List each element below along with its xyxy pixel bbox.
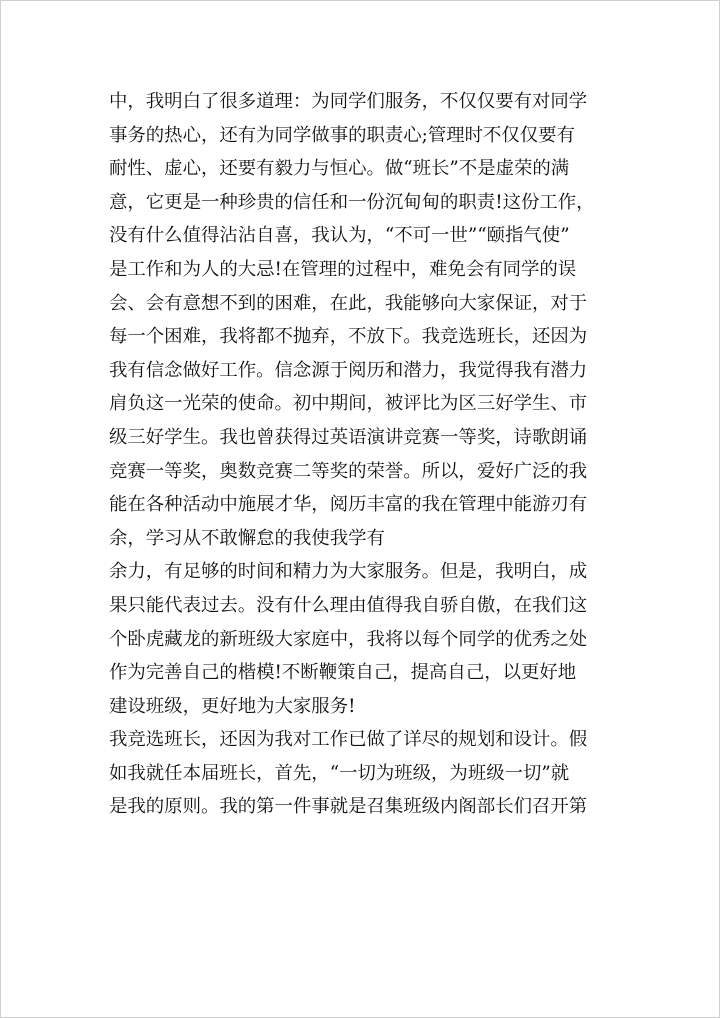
text-line: 能在各种活动中施展才华，阅历丰富的我在管理中能游刃有 [109, 494, 588, 516]
text-line: 是我的原则。我的第一件事就是召集班级内阁部长们召开第 [109, 796, 588, 818]
text-line: 事务的热心，还有为同学做事的职责心;管理时不仅仅要有 [109, 124, 575, 146]
text-line: 我有信念做好工作。信念源于阅历和潜力，我觉得我有潜力 [109, 359, 588, 381]
text-line: 建设班级，更好地为大家服务! [109, 695, 356, 717]
text-line: 我竞选班长，还因为我对工作已做了详尽的规划和设计。假 [109, 729, 588, 751]
text-line: 肩负这一光荣的使命。初中期间，被评比为区三好学生、市 [109, 393, 588, 415]
text-line: 余力，有足够的时间和精力为大家服务。但是，我明白，成 [109, 561, 588, 583]
text-line: 如我就任本届班长，首先，“一切为班级，为班级一切”就 [109, 762, 570, 784]
text-line: 中，我明白了很多道理：为同学们服务，不仅仅要有对同学 [109, 91, 588, 112]
text-line: 作为完善自己的楷模!不断鞭策自己，提高自己，以更好地 [109, 662, 577, 684]
text-line: 果只能代表过去。没有什么理由值得我自骄自傲，在我们这 [109, 594, 588, 616]
text-line: 每一个困难，我将都不抛弃，不放下。我竞选班长，还因为 [109, 326, 588, 348]
text-line: 会、会有意想不到的困难，在此，我能够向大家保证，对于 [109, 292, 588, 314]
document-body [109, 85, 615, 824]
text-line: 竞赛一等奖，奥数竞赛二等奖的荣誉。所以，爱好广泛的我 [109, 460, 588, 482]
text-line: 个卧虎藏龙的新班级大家庭中，我将以每个同学的优秀之处 [109, 628, 588, 650]
text-line: 级三好学生。我也曾获得过英语演讲竞赛一等奖，诗歌朗诵 [109, 426, 588, 448]
text-line: 意，它更是一种珍贵的信任和一份沉甸甸的职责!这份工作， [109, 191, 595, 213]
text-line: 耐性、虚心，还要有毅力与恒心。做“班长”不是虚荣的满 [109, 158, 570, 180]
text-line: 是工作和为人的大忌!在管理的过程中，难免会有同学的误 [109, 258, 577, 280]
text-line: 余，学习从不敢懈怠的我使我学有 [109, 527, 385, 549]
text-line: 没有什么值得沾沾自喜，我认为，“不可一世”“颐指气使” [109, 225, 570, 247]
